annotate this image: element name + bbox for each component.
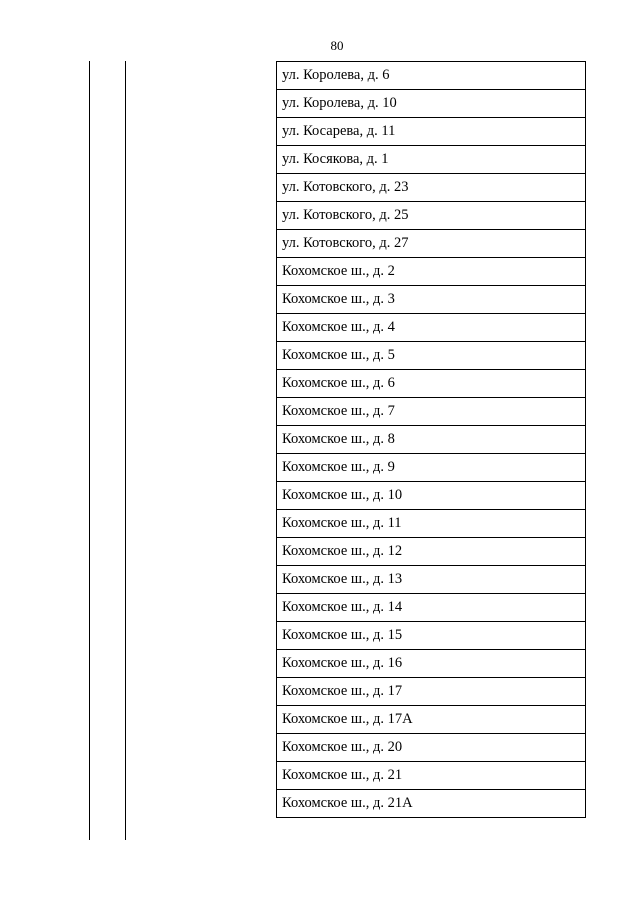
address-cell: Кохомское ш., д. 3 xyxy=(277,286,586,314)
address-cell: ул. Косарева, д. 11 xyxy=(277,118,586,146)
table-row xyxy=(277,258,586,286)
table-row xyxy=(277,650,586,678)
table-row xyxy=(277,790,586,818)
table-row xyxy=(277,622,586,650)
table-row xyxy=(277,678,586,706)
table-row xyxy=(277,370,586,398)
table-row xyxy=(277,734,586,762)
address-cell: Кохомское ш., д. 15 xyxy=(277,622,586,650)
address-table xyxy=(276,61,586,818)
address-cell: ул. Котовского, д. 23 xyxy=(277,174,586,202)
table-row xyxy=(277,454,586,482)
table-row xyxy=(277,230,586,258)
table-row xyxy=(277,706,586,734)
address-cell: Кохомское ш., д. 6 xyxy=(277,370,586,398)
address-cell: Кохомское ш., д. 7 xyxy=(277,398,586,426)
address-cell: Кохомское ш., д. 20 xyxy=(277,734,586,762)
table-row xyxy=(277,118,586,146)
address-cell: Кохомское ш., д. 17 xyxy=(277,678,586,706)
table-row xyxy=(277,566,586,594)
table-row xyxy=(277,90,586,118)
address-cell: Кохомское ш., д. 13 xyxy=(277,566,586,594)
table-row xyxy=(277,426,586,454)
address-cell: ул. Котовского, д. 25 xyxy=(277,202,586,230)
table-row xyxy=(277,510,586,538)
address-cell: Кохомское ш., д. 4 xyxy=(277,314,586,342)
address-cell: ул. Косякова, д. 1 xyxy=(277,146,586,174)
table-left-border xyxy=(89,61,90,840)
table-row xyxy=(277,174,586,202)
address-cell: Кохомское ш., д. 21А xyxy=(277,790,586,818)
table-row xyxy=(277,314,586,342)
table-row xyxy=(277,594,586,622)
address-cell: Кохомское ш., д. 2 xyxy=(277,258,586,286)
table-row xyxy=(277,342,586,370)
address-cell: Кохомское ш., д. 10 xyxy=(277,482,586,510)
table-row xyxy=(277,286,586,314)
table-row xyxy=(277,538,586,566)
page-number: 80 xyxy=(330,38,344,53)
address-cell: Кохомское ш., д. 8 xyxy=(277,426,586,454)
table-row xyxy=(277,202,586,230)
address-cell: ул. Королева, д. 6 xyxy=(277,62,586,90)
address-cell: Кохомское ш., д. 11 xyxy=(277,510,586,538)
address-cell: Кохомское ш., д. 14 xyxy=(277,594,586,622)
address-cell: Кохомское ш., д. 17А xyxy=(277,706,586,734)
address-cell: Кохомское ш., д. 16 xyxy=(277,650,586,678)
table-row xyxy=(277,398,586,426)
address-cell: Кохомское ш., д. 9 xyxy=(277,454,586,482)
table-row xyxy=(277,762,586,790)
table-row xyxy=(277,482,586,510)
address-cell: Кохомское ш., д. 12 xyxy=(277,538,586,566)
address-cell: ул. Котовского, д. 27 xyxy=(277,230,586,258)
table-row xyxy=(277,146,586,174)
table-column-divider xyxy=(125,61,126,840)
address-cell: Кохомское ш., д. 5 xyxy=(277,342,586,370)
table-row xyxy=(277,62,586,90)
address-cell: Кохомское ш., д. 21 xyxy=(277,762,586,790)
address-cell: ул. Королева, д. 10 xyxy=(277,90,586,118)
